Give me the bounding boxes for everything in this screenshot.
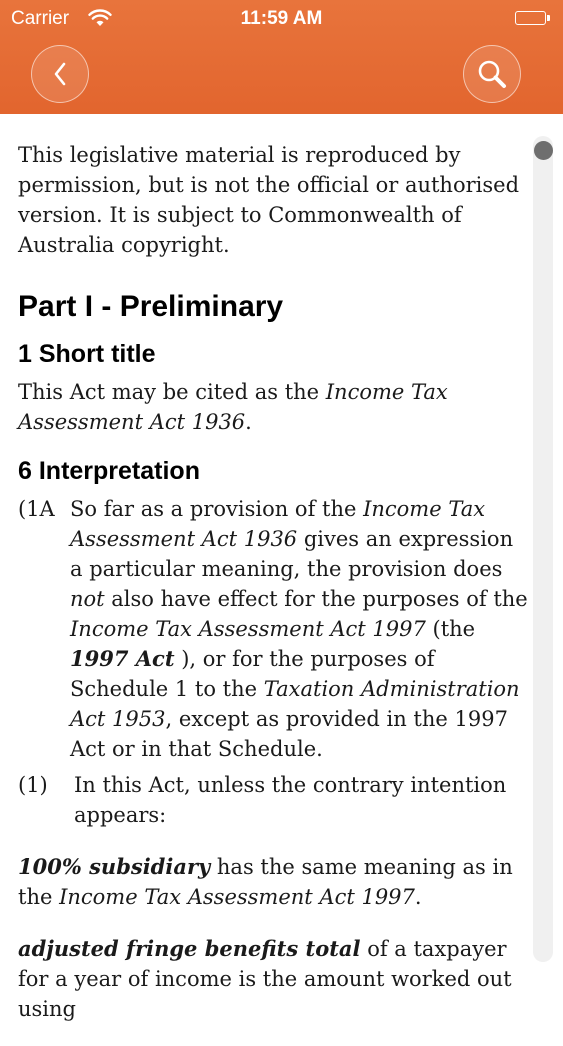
back-button[interactable] — [31, 45, 89, 103]
definition-adjusted-fringe-benefits-total: adjusted fringe benefits total of a taxpayer for a year of income is the amount worked out using — [18, 936, 512, 1021]
app-header — [0, 0, 563, 114]
subsection-number: (1A — [18, 497, 55, 521]
status-bar — [0, 0, 563, 40]
section-6-title[interactable]: 6 Interpretation — [18, 457, 200, 485]
search-icon — [475, 57, 509, 91]
subsection-text: In this Act, unless the contrary intention appears: — [74, 773, 507, 827]
scrollbar-track[interactable] — [533, 136, 553, 962]
chevron-left-icon — [52, 61, 68, 87]
legislation-content — [18, 140, 530, 1046]
carrier-label: Carrier — [11, 8, 70, 29]
section-1-title[interactable]: 1 Short title — [18, 340, 156, 368]
clock: 11:59 AM — [240, 8, 323, 29]
battery-icon — [515, 11, 551, 27]
section-1-text: This Act may be cited as the Income Tax Assessment Act 1936. — [18, 380, 448, 434]
subsection-text: So far as a provision of the Income Tax Assessment Act 1936 gives an expression a particular meaning, the provision does not also have effect for the purposes of the Income Tax Assessment Act 1997 (the 1997 Act ), or for the purposes of Schedule 1 to the Taxation Administration Act 1953, except as provided in the 1997 Act or in that Schedule. — [70, 497, 528, 761]
part-title: Part I - Preliminary — [18, 290, 284, 323]
scrollbar-thumb[interactable] — [534, 141, 553, 160]
subsection-1a — [18, 494, 530, 764]
search-button[interactable] — [463, 45, 521, 103]
subsection-number: (1) — [18, 773, 48, 797]
copyright-disclaimer: This legislative material is reproduced by permission, but is not the official or authorised version. It is subject to Commonwealth of Australia copyright. — [18, 143, 520, 257]
subsection-1 — [18, 770, 530, 830]
definition-100-percent-subsidiary: 100% subsidiary has the same meaning as in the Income Tax Assessment Act 1997. — [18, 854, 513, 909]
